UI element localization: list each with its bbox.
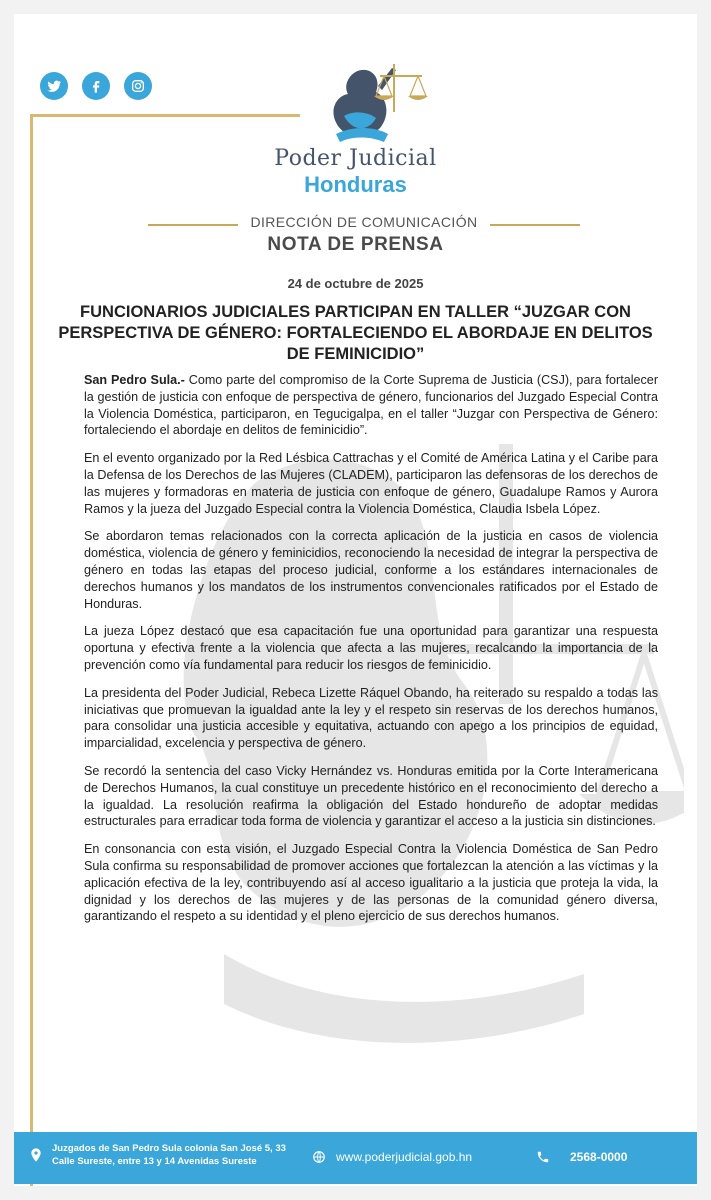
paragraph-text: Como parte del compromiso de la Corte Suprema de Justicia (CSJ), para fortalecer la gestión de justicia con enfoque de perspectiva de género, funcionarios del Juzgado Especial Contra la Violencia Doméstica, participaron, en Tegucigalpa, en el taller “Juzgar con Perspectiva de Género: fortaleciendo el abordaje en delitos de feminicidio”. <box>84 373 659 438</box>
address-line-1: Juzgados de San Pedro Sula colonia San José 5, 33 <box>52 1143 286 1154</box>
dateline: San Pedro Sula.- <box>84 373 185 387</box>
social-links <box>40 72 152 100</box>
phone-icon <box>536 1150 550 1164</box>
paragraph: Se abordaron temas relacionados con la correcta aplicación de la justicia en casos de violencia doméstica, violencia de género y feminicidios, reconociendo la necesidad de integrar la perspectiva de género en todas las etapas del proceso judicial, conforme a los estándares internacionales de derechos humanos y los mandatos de los instrumentos convencionales ratificados por el Estado de Honduras. <box>84 529 658 611</box>
twitter-icon[interactable] <box>40 72 68 100</box>
phone-number: 2568-0000 <box>570 1150 628 1164</box>
address-line-2: Calle Sureste, entre 13 y 14 Avenidas Sureste <box>52 1156 257 1167</box>
facebook-icon[interactable] <box>82 72 110 100</box>
divider-right <box>490 224 580 226</box>
paragraph: En consonancia con esta visión, el Juzgado Especial Contra la Violencia Doméstica de San Pedro Sula confirma su responsabilidad de promover acciones que fortalezcan la atención a las víctimas y la aplicación efectiva de la ley, contribuyendo así al acceso igualitario a la justicia que proteja la vida, la dignidad y los derechos de las mujeres y de las personas de la comunidad género diversa, garantizando el respeto a su identidad y el pleno ejercicio de sus derechos humanos. <box>84 842 658 924</box>
paragraph: La presidenta del Poder Judicial, Rebeca Lizette Ráquel Obando, ha reiterado su respaldo a todas las iniciativas que promuevan la igualdad ante la ley y el respeto sin reservas de los derechos humanos, para consolidar una justicia accesible y equitativa, actuando con apego a los principios de equidad, imparcialidad, excelencia y perspectiva de género. <box>84 685 658 751</box>
footer-phone <box>536 1150 627 1164</box>
article-body <box>84 372 658 936</box>
footer <box>14 1132 697 1184</box>
org-country: Honduras <box>304 172 407 197</box>
direction-label: DIRECCIÓN DE COMUNICACIÓN <box>250 214 478 230</box>
direction-header <box>148 214 580 234</box>
poder-judicial-logo <box>318 56 438 148</box>
paragraph: La jueza López destacó que esa capacitación fue una oportunidad para garantizar una respuesta oportuna y efectiva frente a la violencia que afecta a las mujeres, recalcando la importancia de la prevención como vía fundamental para reducir los riesgos de feminicidio. <box>84 624 658 672</box>
paragraph: Se recordó la sentencia del caso Vicky Hernández vs. Honduras emitida por la Corte Interamericana de Derechos Humanos, la cual constituye un precedente histórico en el reconocimiento del derecho a la igualdad. La resolución reafirma la obligación del Estado hondureño de adoptar medidas estructurales para erradicar toda forma de violencia y garantizar el acceso a la justicia sin distinciones. <box>84 763 658 829</box>
doc-type: NOTA DE PRENSA <box>267 234 444 255</box>
headline: FUNCIONARIOS JUDICIALES PARTICIPAN EN TALLER “JUZGAR CON PERSPECTIVA DE GÉNERO: FORTALECIENDO EL ABORDAJE EN DELITOS DE FEMINICIDIO” <box>58 303 653 363</box>
gold-border-left <box>30 114 33 1186</box>
press-release-page <box>14 14 697 1186</box>
website-url[interactable]: www.poderjudicial.gob.hn <box>336 1150 473 1164</box>
footer-address <box>28 1142 286 1168</box>
release-date: 24 de octubre de 2025 <box>287 276 424 291</box>
paragraph <box>84 372 658 439</box>
footer-website[interactable] <box>312 1150 472 1164</box>
instagram-icon[interactable] <box>124 72 152 100</box>
location-pin-icon <box>28 1147 44 1163</box>
globe-icon <box>312 1150 326 1164</box>
org-name: Poder Judicial <box>274 146 437 171</box>
paragraph: En el evento organizado por la Red Lésbica Cattrachas y el Comité de América Latina y el Caribe para la Defensa de los Derechos de las Mujeres (CLADEM), participaron las defensoras de los derechos de las mujeres y formadoras en materia de justicia con enfoque de género, Guadalupe Ramos y Aurora Ramos y la jueza del Juzgado Especial contra la Violencia Doméstica, Claudia Isbela López. <box>84 451 658 516</box>
gold-border-top <box>30 114 300 117</box>
